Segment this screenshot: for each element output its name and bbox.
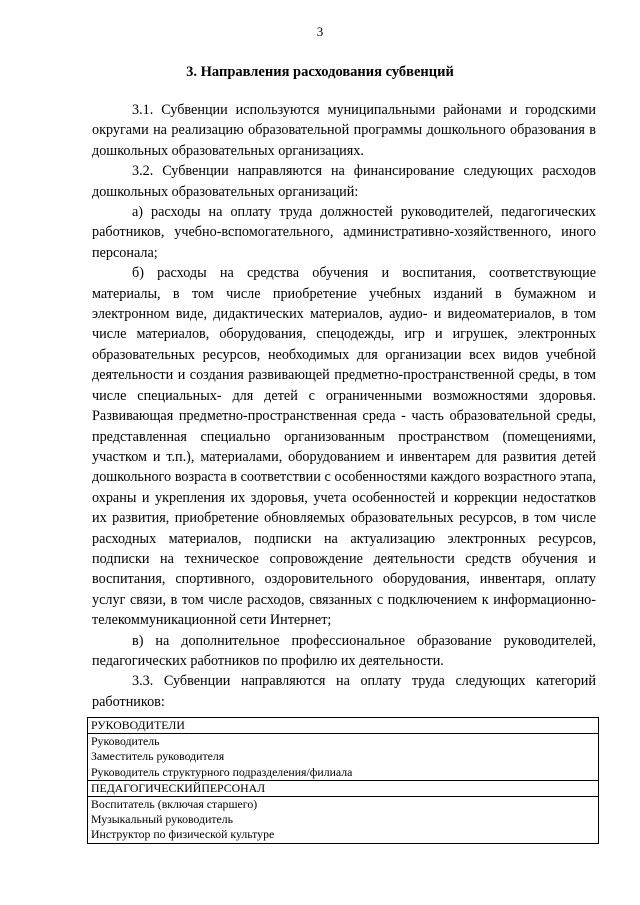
table-row — [88, 749, 599, 764]
table-row — [88, 812, 599, 827]
paragraph-3-1: 3.1. Субвенции используются муниципальными районами и городскими округами на реализацию образовательной программы дошкольного образования в дошкольных образовательных организациях. — [92, 102, 596, 159]
table-cell: Руководитель — [88, 734, 599, 750]
table-cell: Заместитель руководителя — [88, 749, 599, 764]
table-row — [88, 827, 599, 843]
worker-categories-table — [87, 717, 599, 844]
table-row — [88, 797, 599, 813]
table-row — [88, 734, 599, 750]
section-title: 3. Направления расходования субвенций — [186, 64, 454, 80]
paragraph-3-3: 3.3. Субвенции направляются на оплату труда следующих категорий работников: — [92, 673, 596, 710]
paragraph-3-2-b: б) расходы на средства обучения и воспитания, соответствующие материалы, в том числе приобретение учебных изданий в бумажном и электронном виде, дидактических материалов, аудио- и видеоматериалов, в том числе материалов, оборудования, спецодежды, игр и игрушек, электронных образовательных ресурсов, необходимых для организации всех видов учебной деятельности и создания развивающей предметно-пространственной среды, в том числе специальных- для детей с ограниченными возможностями здоровья. Развивающая предметно-пространственная среда - часть образовательной среды, представленная специально организованным пространством (помещениями, участком и т.п.), материалами, оборудованием и инвентарем для развития детей дошкольного возраста в соответствии с особенностями каждого возрастного этапа, охраны и укрепления их здоровья, учета особенностей и коррекции недостатков их развития, приобретение обновляемых образовательных ресурсов, в том числе расходных материалов, подписки на актуализацию электронных ресурсов, подписки на техническое сопровождение деятельности средств обучения и воспитания, спортивного, оздоровительного оборудования, инвентаря, оплату услуг связи, в том числе расходов, связанных с подключением к информационно-телекоммуникационной сети Интернет; — [92, 265, 596, 629]
document-body — [92, 100, 596, 712]
paragraph-3-2: 3.2. Субвенции направляются на финансирование следующих расходов дошкольных образовательных организаций: — [92, 163, 596, 200]
table-group-header: РУКОВОДИТЕЛИ — [88, 718, 599, 734]
paragraph-3-2-v: в) на дополнительное профессиональное образование руководителей, педагогических работников по профилю их деятельности. — [92, 632, 596, 669]
table-group-header: ПЕДАГОГИЧЕСКИЙПЕРСОНАЛ — [88, 780, 599, 796]
table-cell: Инструктор по физической культуре — [88, 827, 599, 843]
table-group-header-row — [88, 718, 599, 734]
paragraph-3-2-a: а) расходы на оплату труда должностей руководителей, педагогических работников, учебно-вспомогательного, административно-хозяйственного, иного персонала; — [92, 204, 596, 261]
table-row — [88, 765, 599, 781]
table-group-header-row — [88, 780, 599, 796]
table-cell: Руководитель структурного подразделения/филиала — [88, 765, 599, 781]
page-number: 3 — [316, 24, 324, 39]
table-cell: Музыкальный руководитель — [88, 812, 599, 827]
table-cell: Воспитатель (включая старшего) — [88, 797, 599, 813]
